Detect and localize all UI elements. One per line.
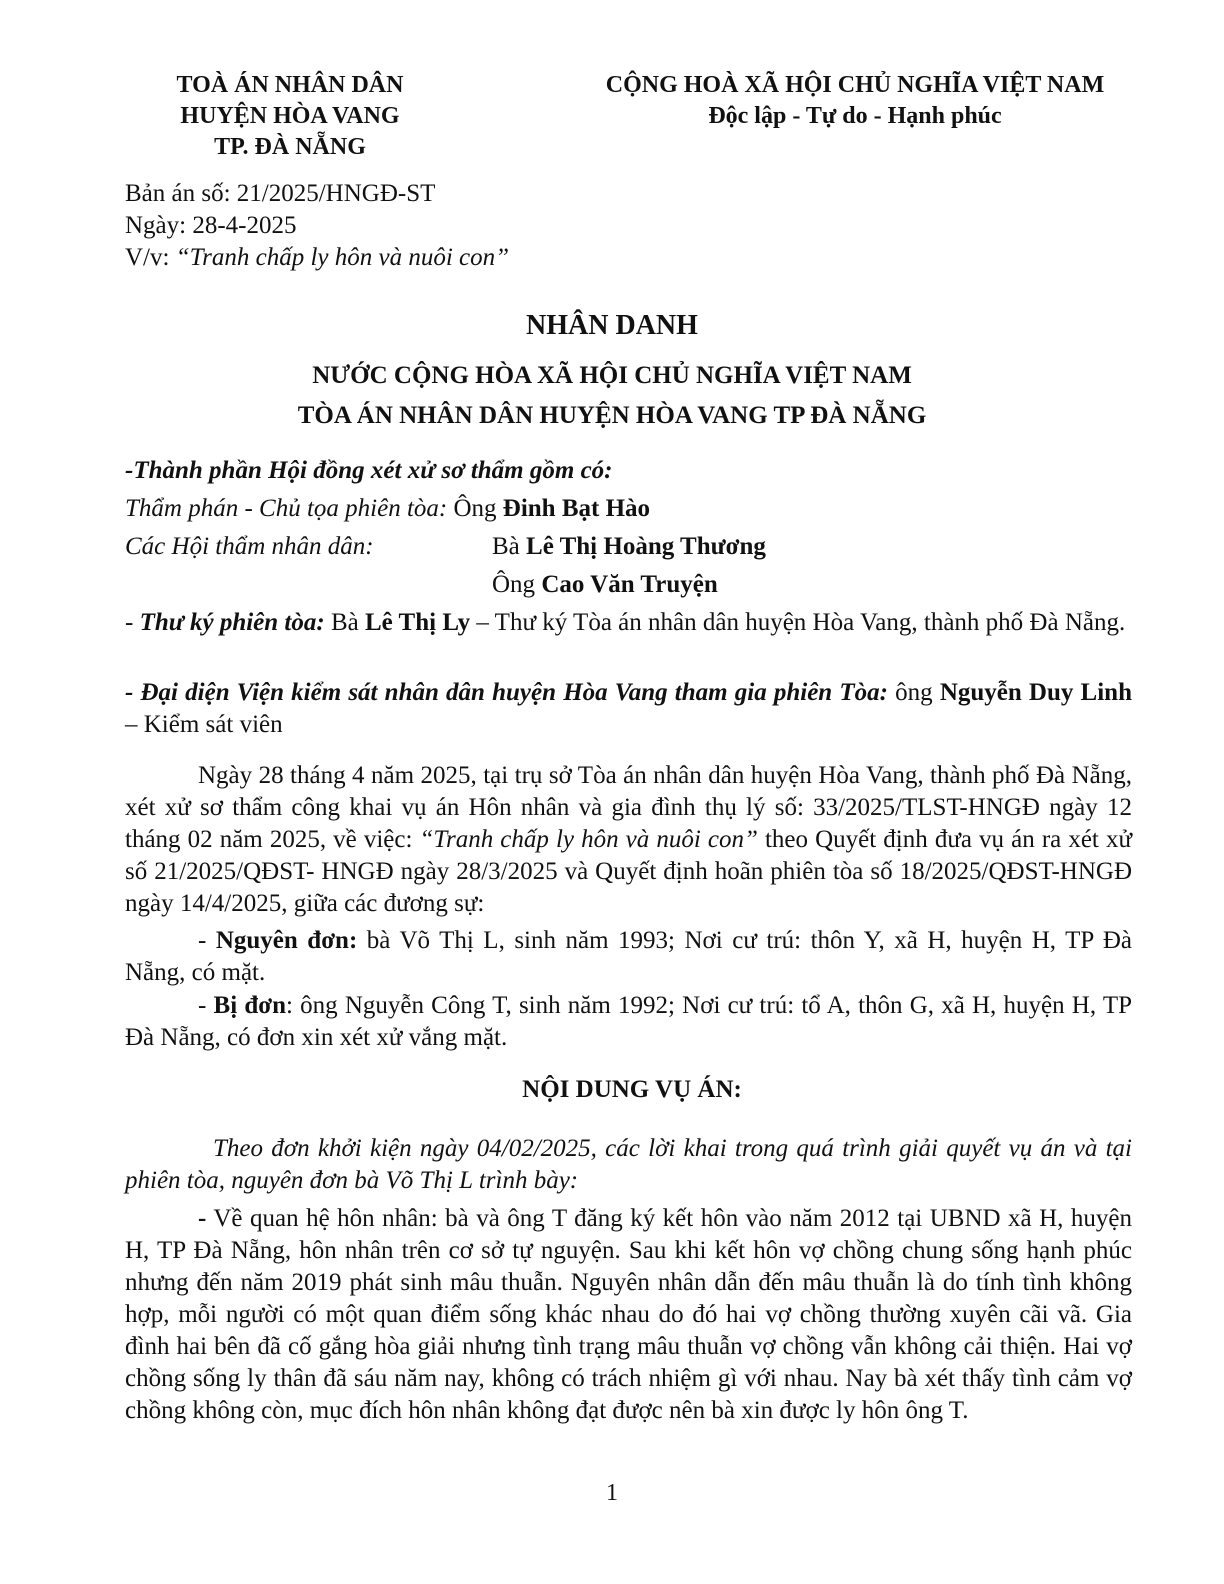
title-court: TÒA ÁN NHÂN DÂN HUYỆN HÒA VANG TP ĐÀ NẴNG xyxy=(297,402,927,429)
procurator-rest: – Kiểm sát viên xyxy=(125,711,283,738)
judgment-meta xyxy=(125,178,509,274)
panel-heading xyxy=(125,455,1132,487)
clerk-name: Lê Thị Ly xyxy=(364,609,471,636)
court-name-line-1: TOÀ ÁN NHÂN DÂN xyxy=(176,72,404,98)
title-in-the-name: NHÂN DANH xyxy=(526,310,698,341)
page-number: 1 xyxy=(606,1480,618,1506)
trial-subject: “Tranh chấp ly hôn và nuôi con” xyxy=(419,826,758,853)
panel-heading-text: -Thành phần Hội đồng xét xử sơ thẩm gồm có: xyxy=(125,457,613,484)
title-country: NƯỚC CỘNG HÒA XÃ HỘI CHỦ NGHĨA VIỆT NAM xyxy=(312,362,912,389)
subject-value: “Tranh chấp ly hôn và nuôi con” xyxy=(175,244,510,271)
assessors-row xyxy=(125,531,374,563)
marriage-text: Về quan hệ hôn nhân: bà và ông T đăng ký kết hôn vào năm 2012 tại UBND xã H, huyện H, TP Đà Nẵng, hôn nhân trên cơ sở tự nguyện. Sau khi kết hôn vợ chồng chung sống hạnh phúc nhưng đến năm 2019 phát sinh mâu thuẫn. Nguyên nhân dẫn đến mâu thuẫn là do tính tình không hợp, mỗi người có một quan điểm sống khác nhau do đó hai vợ chồng thường xuyên cãi vã. Gia đình hai bên đã cố gắng hòa giải nhưng tình trạng mâu thuẫn vợ chồng vẫn không cải thiện. Hai vợ chồng sống ly thân đã sáu năm nay, không có trách nhiệm gì với nhau. Nay bà xét thấy tình cảm vợ chồng không còn, mục đích hôn nhân không đạt được nên bà xin được ly hôn ông T. xyxy=(125,1205,1132,1424)
marriage-paragraph xyxy=(125,1203,1132,1427)
defendant-dash: - xyxy=(198,992,214,1019)
case-content-title: NỘI DUNG VỤ ÁN: xyxy=(522,1076,742,1103)
national-header xyxy=(560,70,1150,132)
judge-prefix: Ông xyxy=(447,495,503,522)
defendant-label: Bị đơn xyxy=(213,992,286,1019)
trial-paragraph xyxy=(125,760,1132,920)
plaintiff-text: bà Võ Thị L, sinh năm 1993; Nơi cư trú: thôn Y, xã H, huyện H, TP Đà Nẵng, có mặt. xyxy=(125,927,1133,986)
judge-label: Thẩm phán - Chủ tọa phiên tòa: xyxy=(125,495,448,522)
case-intro xyxy=(125,1133,1132,1197)
assessor-1-prefix: Bà xyxy=(492,533,527,560)
defendant-text: : ông Nguyễn Công T, sinh năm 1992; Nơi cư trú: tổ A, thôn G, xã H, huyện H, TP Đà Nẵng, có đơn xin xét xử vắng mặt. xyxy=(125,992,1133,1051)
assessor-2-prefix: Ông xyxy=(492,571,542,598)
plaintiff-paragraph xyxy=(125,925,1132,989)
clerk-prefix: Bà xyxy=(324,609,365,636)
clerk-paragraph xyxy=(125,607,1132,639)
court-name-line-2: HUYỆN HÒA VANG xyxy=(180,103,400,129)
procurator-prefix: ông xyxy=(887,679,940,706)
procurator-paragraph xyxy=(125,677,1132,741)
court-name-line-3: TP. ĐÀ NẴNG xyxy=(214,134,366,160)
procurator-name: Nguyễn Duy Linh xyxy=(939,679,1132,706)
national-title: CỘNG HOÀ XÃ HỘI CHỦ NGHĨA VIỆT NAM xyxy=(605,72,1105,98)
trial-text-a: Ngày 28 tháng 4 năm 2025, tại trụ sở Tòa án nhân dân huyện Hòa Vang, thành phố Đà Nẵng, xét xử sơ thẩm công khai vụ án Hôn nhân và gia đình thụ lý số: 33/2025/TLST-HNGĐ ngày 12 tháng 02 năm 2025, về việc: xyxy=(125,762,1132,853)
marriage-dash: - xyxy=(198,1205,207,1232)
clerk-label: Thư ký phiên tòa: xyxy=(139,609,325,636)
procurator-label: - Đại diện Viện kiểm sát nhân dân huyện Hòa Vang tham gia phiên Tòa: xyxy=(125,679,888,706)
national-motto: Độc lập - Tự do - Hạnh phúc xyxy=(708,103,1002,129)
defendant-paragraph xyxy=(125,990,1132,1054)
clerk-dash: - xyxy=(125,609,140,636)
assessor-2-name: Cao Văn Truyện xyxy=(541,571,718,598)
judgment-date: Ngày: 28-4-2025 xyxy=(125,212,297,239)
case-intro-text: Theo đơn khởi kiện ngày 04/02/2025, các lời khai trong quá trình giải quyết vụ án và tại phiên tòa, nguyên đơn bà Võ Thị L trình bày: xyxy=(125,1135,1132,1194)
judgment-subject xyxy=(125,242,509,274)
judge-name: Đinh Bạt Hào xyxy=(502,495,651,522)
plaintiff-label: Nguyên đơn: xyxy=(215,927,358,954)
judgment-number: Bản án số: 21/2025/HNGĐ-ST xyxy=(125,180,436,207)
assessor-1-name: Lê Thị Hoàng Thương xyxy=(526,533,766,560)
clerk-rest: – Thư ký Tòa án nhân dân huyện Hòa Vang, thành phố Đà Nẵng. xyxy=(470,609,1126,636)
court-header xyxy=(120,70,460,163)
assessor-2 xyxy=(492,569,718,601)
subject-label: V/v: xyxy=(125,244,176,271)
trial-text-b: theo Quyết định đưa vụ án ra xét xử số 21/2025/QĐST- HNGĐ ngày 28/3/2025 và Quyết định hoãn phiên tòa số 18/2025/QĐST-HNGĐ ngày 14/4/2025, giữa các đương sự: xyxy=(125,826,1133,917)
assessor-1 xyxy=(492,531,766,563)
assessors-label: Các Hội thẩm nhân dân: xyxy=(125,533,374,560)
plaintiff-dash: - xyxy=(198,927,216,954)
judge-row xyxy=(125,493,650,525)
